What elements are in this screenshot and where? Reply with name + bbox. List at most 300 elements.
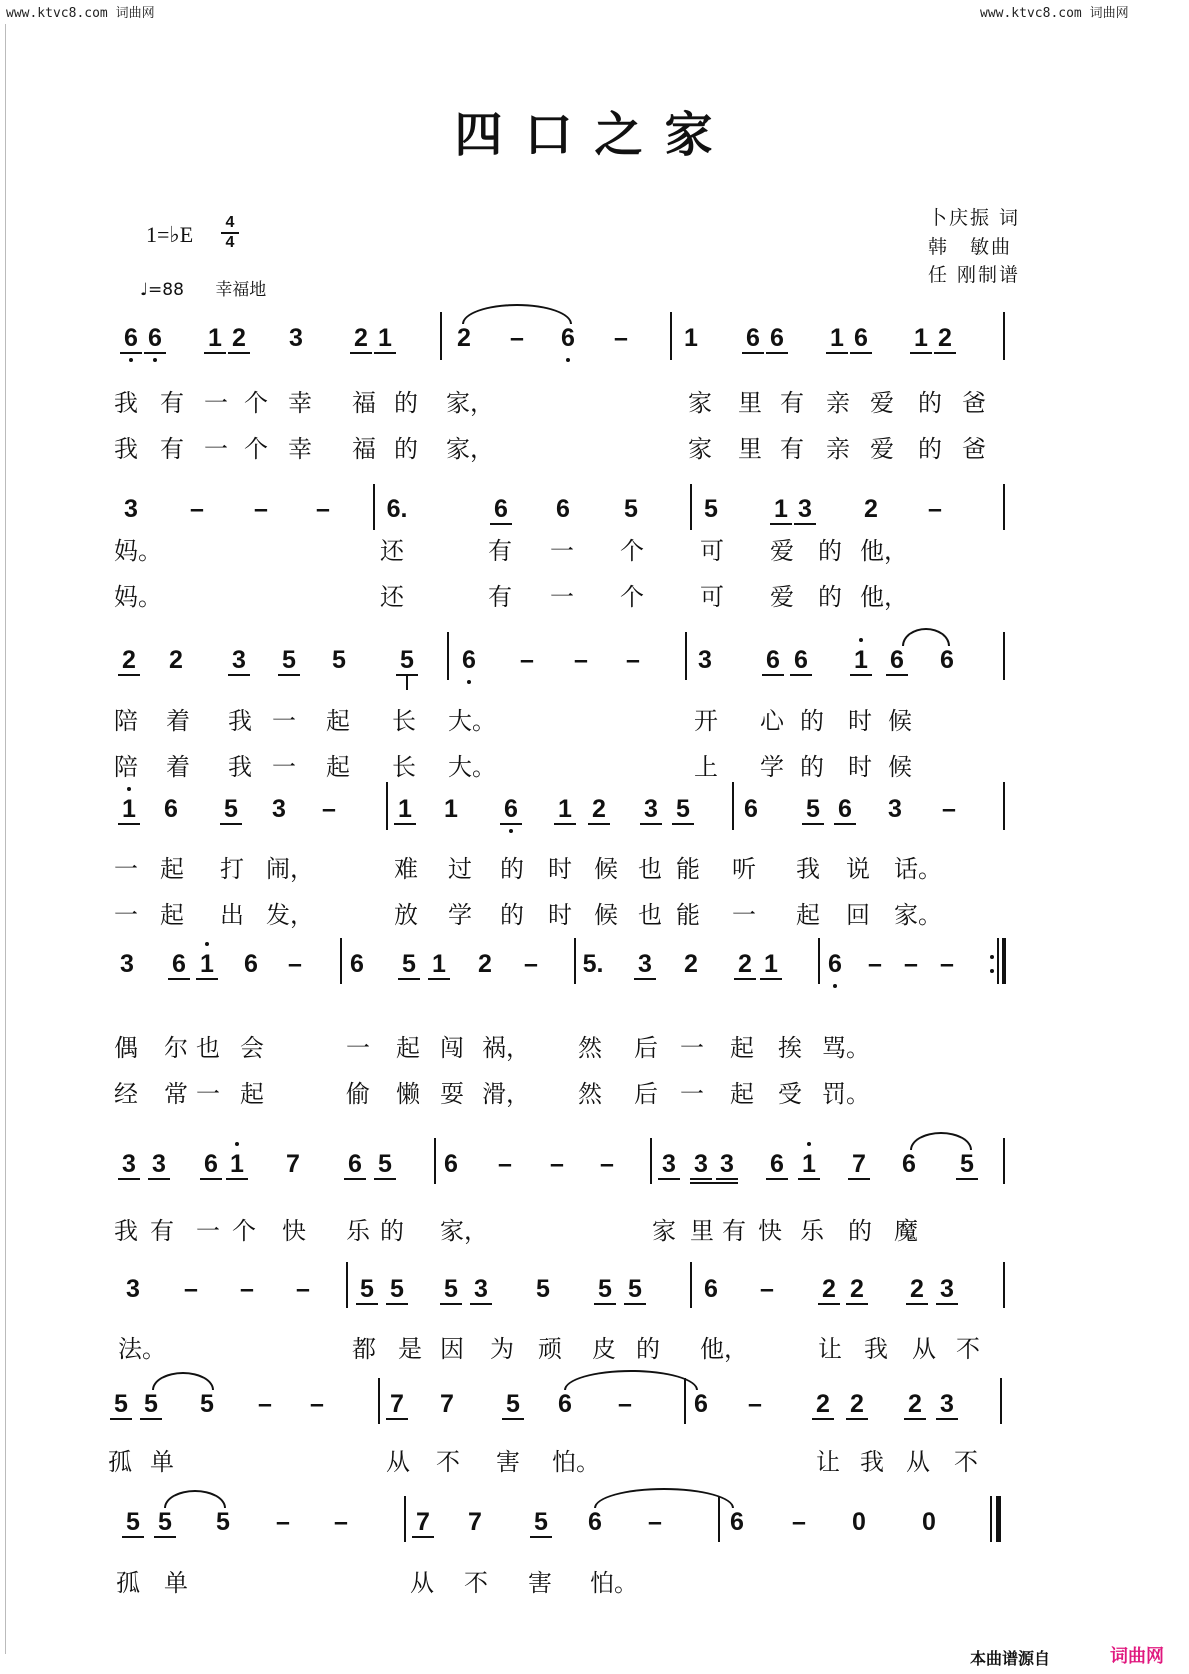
note: 6 — [164, 795, 178, 823]
note: 7 — [386, 1390, 408, 1420]
note: 2 — [846, 1390, 868, 1420]
lyric-syllable: 家， — [446, 389, 494, 417]
note: 3 — [124, 495, 138, 523]
lyric-syllable: 个 — [620, 583, 644, 611]
note: 1 — [910, 324, 932, 354]
lyric-syllable: 学 — [448, 901, 472, 929]
lyric-syllable: 起 — [730, 1034, 754, 1062]
note: 5 — [530, 1508, 552, 1538]
note: 6 — [561, 324, 575, 352]
lyric-syllable: 耍 — [440, 1080, 464, 1108]
lyric-syllable: 单 — [164, 1569, 188, 1597]
lyric-syllable: 话。 — [894, 855, 942, 883]
note: 1 — [444, 795, 458, 823]
note: 6 — [120, 324, 142, 354]
lyric-syllable: 个 — [244, 435, 268, 463]
note: 3 — [272, 795, 286, 823]
lyric-syllable: 的 — [500, 855, 524, 883]
lyric-syllable: 从 — [410, 1569, 434, 1597]
lyric-syllable: 我 — [860, 1448, 884, 1476]
note: 1 — [394, 795, 416, 825]
note: 2 — [118, 646, 140, 676]
note: 3 — [936, 1275, 958, 1305]
lyric-syllable: 挨 — [778, 1034, 802, 1062]
lyric-syllable: 孤 — [108, 1448, 132, 1476]
note: 6 — [766, 1150, 788, 1180]
lyric-syllable: 偶 — [114, 1034, 138, 1062]
lyric-syllable: 有 — [150, 1217, 174, 1245]
lyric-syllable: 皮 — [592, 1335, 616, 1363]
lyric-syllable: 乐 — [800, 1217, 824, 1245]
lyric-syllable: 福 — [352, 389, 376, 417]
lyric-syllable: 爱 — [870, 389, 894, 417]
lyric-syllable: 爱 — [770, 583, 794, 611]
note: 1 — [196, 950, 218, 980]
lyric-syllable: 学 — [760, 753, 784, 781]
lyric-syllable: 的 — [380, 1217, 404, 1245]
note: 0 — [852, 1508, 866, 1536]
note: 3 — [126, 1275, 140, 1303]
note: 1 — [118, 795, 140, 825]
note: 3 — [120, 950, 134, 978]
note: 6 — [144, 324, 166, 354]
lyric-syllable: 因 — [440, 1335, 464, 1363]
tie-arc — [164, 1490, 226, 1508]
note: 3 — [794, 495, 816, 525]
lyric-syllable: 闹， — [266, 855, 314, 883]
lyric-syllable: 让 — [816, 1448, 840, 1476]
lyric-syllable: 的 — [918, 389, 942, 417]
note: 5 — [704, 495, 718, 523]
lyric-syllable: 不 — [956, 1335, 980, 1363]
lyric-syllable: 亲 — [826, 389, 850, 417]
lyric-syllable: 我 — [114, 389, 138, 417]
lyric-syllable: 一 — [114, 901, 138, 929]
tie-arc — [152, 1372, 214, 1390]
lyric-syllable: 幸 — [288, 389, 312, 417]
site-watermark-left: www.ktvc8.com 词曲网 — [6, 6, 155, 21]
lyric-syllable: 的 — [818, 537, 842, 565]
lyric-syllable: 骂。 — [822, 1034, 870, 1062]
note: 2 — [734, 950, 756, 980]
lyric-syllable: 是 — [398, 1335, 422, 1363]
footer-site-logo: 词曲网 — [1110, 1646, 1164, 1667]
note: 5 — [624, 495, 638, 523]
tempo-marking — [140, 275, 266, 300]
note: 5 — [956, 1150, 978, 1180]
lyric-syllable: 时 — [848, 753, 872, 781]
key-signature: 1=♭E — [146, 222, 194, 247]
lyric-syllable: 着 — [166, 753, 190, 781]
credit-arranger: 任 刚制谱 — [928, 264, 1021, 286]
lyric-syllable: 不 — [954, 1448, 978, 1476]
note: 5 — [154, 1508, 176, 1538]
note: 2 — [588, 795, 610, 825]
lyric-syllable: 能 — [676, 901, 700, 929]
note: 6 — [704, 1275, 718, 1303]
credit-lyricist: 卜庆振 词 — [928, 207, 1021, 229]
lyric-syllable: 陪 — [114, 753, 138, 781]
lyric-syllable: 起 — [326, 707, 350, 735]
note: 2 — [818, 1275, 840, 1305]
note: 2 — [904, 1390, 926, 1420]
lyric-syllable: 一 — [114, 855, 138, 883]
note: 6. — [386, 495, 408, 523]
note: 7 — [412, 1508, 434, 1538]
note: 1 — [374, 324, 396, 354]
note: 6 — [490, 495, 512, 525]
tie-arc — [462, 304, 572, 324]
note: 3 — [658, 1150, 680, 1180]
lyric-syllable: 一 — [272, 707, 296, 735]
lyric-syllable: 我 — [864, 1335, 888, 1363]
lyric-syllable: 可 — [700, 537, 724, 565]
note: 6 — [744, 795, 758, 823]
lyric-syllable: 我 — [796, 855, 820, 883]
note: 6 — [444, 1150, 458, 1178]
note: 6 — [730, 1508, 744, 1536]
note: 6 — [694, 1390, 708, 1418]
note: 6 — [886, 646, 908, 676]
tempo-value: ♩=88 — [140, 280, 184, 300]
site-watermark-right: www.ktvc8.com 词曲网 — [980, 6, 1129, 21]
lyric-syllable: 爸 — [962, 435, 986, 463]
note: 6 — [790, 646, 812, 676]
lyric-syllable: 妈。 — [114, 537, 162, 565]
lyric-syllable: 打 — [220, 855, 244, 883]
lyric-syllable: 有 — [160, 389, 184, 417]
meter-bottom: 4 — [225, 234, 235, 251]
note: 6 — [940, 646, 954, 674]
note: 0 — [922, 1508, 936, 1536]
lyric-syllable: 一 — [272, 753, 296, 781]
lyric-syllable: 有 — [488, 583, 512, 611]
note: 2 — [457, 324, 471, 352]
time-signature — [219, 214, 241, 252]
note: 6 — [742, 324, 764, 354]
lyric-syllable: 单 — [150, 1448, 174, 1476]
lyric-syllable: 然 — [578, 1080, 602, 1108]
lyric-syllable: 也 — [196, 1034, 220, 1062]
lyric-syllable: 起 — [396, 1034, 420, 1062]
note: 3 — [118, 1150, 140, 1180]
lyric-syllable: 家。 — [894, 901, 942, 929]
note: 3 — [470, 1275, 492, 1305]
meter-top: 4 — [225, 214, 235, 231]
lyric-syllable: 怕。 — [552, 1448, 600, 1476]
note: 6 — [766, 324, 788, 354]
note: 2 — [812, 1390, 834, 1420]
lyric-syllable: 还 — [380, 583, 404, 611]
lyric-syllable: 个 — [244, 389, 268, 417]
note: 6 — [200, 1150, 222, 1180]
note: 6 — [588, 1508, 602, 1536]
lyric-syllable: 有 — [780, 435, 804, 463]
note: 1 — [850, 646, 872, 676]
lyric-syllable: 他， — [700, 1335, 748, 1363]
note: 7 — [468, 1508, 482, 1536]
lyric-syllable: 不 — [464, 1569, 488, 1597]
lyric-syllable: 有 — [780, 389, 804, 417]
lyric-syllable: 开 — [694, 707, 718, 735]
note: 6 — [556, 495, 570, 523]
note: 6 — [834, 795, 856, 825]
expression-marking: 幸福地 — [215, 280, 267, 300]
note: 7 — [848, 1150, 870, 1180]
note: 3 — [228, 646, 250, 676]
lyric-syllable: 一 — [550, 537, 574, 565]
page-left-rule — [5, 24, 6, 1654]
note: 5 — [398, 950, 420, 980]
note: 5. — [582, 950, 604, 978]
note: 5 — [220, 795, 242, 825]
lyric-syllable: 可 — [700, 583, 724, 611]
note: 6 — [350, 950, 364, 978]
lyric-syllable: 个 — [620, 537, 644, 565]
lyric-syllable: 有 — [722, 1217, 746, 1245]
note: 3 — [716, 1150, 738, 1180]
lyric-syllable: 陪 — [114, 707, 138, 735]
lyric-syllable: 然 — [578, 1034, 602, 1062]
lyric-syllable: 起 — [160, 855, 184, 883]
lyric-syllable: 为 — [490, 1335, 514, 1363]
note: 1 — [826, 324, 848, 354]
credit-composer: 韩 敏曲 — [928, 236, 1013, 258]
lyric-syllable: 长 — [392, 753, 416, 781]
note: 2 — [169, 646, 183, 674]
lyric-syllable: 我 — [228, 753, 252, 781]
note: 1 — [760, 950, 782, 980]
lyric-syllable: 回 — [846, 901, 870, 929]
lyric-syllable: 的 — [394, 389, 418, 417]
note: 5 — [396, 646, 418, 676]
note: 5 — [140, 1390, 162, 1420]
note: 6 — [500, 795, 522, 825]
lyric-syllable: 懒 — [396, 1080, 420, 1108]
lyric-syllable: 里 — [690, 1217, 714, 1245]
note: 5 — [278, 646, 300, 676]
lyric-syllable: 上 — [694, 753, 718, 781]
lyric-syllable: 起 — [240, 1080, 264, 1108]
note: 2 — [846, 1275, 868, 1305]
note: 3 — [148, 1150, 170, 1180]
lyric-syllable: 我 — [228, 707, 252, 735]
lyric-syllable: 大。 — [448, 707, 496, 735]
lyric-syllable: 从 — [386, 1448, 410, 1476]
lyric-syllable: 长 — [392, 707, 416, 735]
note: 5 — [624, 1275, 646, 1305]
note: 6 — [168, 950, 190, 980]
note: 5 — [594, 1275, 616, 1305]
lyric-syllable: 家 — [688, 435, 712, 463]
lyric-syllable: 他， — [860, 583, 908, 611]
note: 5 — [200, 1390, 214, 1418]
note: 1 — [798, 1150, 820, 1180]
lyric-syllable: 滑， — [482, 1080, 530, 1108]
lyric-syllable: 也 — [638, 901, 662, 929]
note: 3 — [640, 795, 662, 825]
lyric-syllable: 害 — [496, 1448, 520, 1476]
note: 5 — [332, 646, 346, 674]
note: 5 — [110, 1390, 132, 1420]
lyric-syllable: 着 — [166, 707, 190, 735]
note: 1 — [226, 1150, 248, 1180]
lyric-syllable: 经 — [114, 1080, 138, 1108]
lyric-syllable: 的 — [394, 435, 418, 463]
lyric-syllable: 的 — [636, 1335, 660, 1363]
lyric-syllable: 一 — [680, 1034, 704, 1062]
lyric-syllable: 怕。 — [590, 1569, 638, 1597]
tie-arc — [594, 1488, 734, 1508]
lyric-syllable: 出 — [220, 901, 244, 929]
lyric-syllable: 的 — [800, 707, 824, 735]
note: 1 — [770, 495, 792, 525]
lyric-syllable: 起 — [796, 901, 820, 929]
note: 5 — [440, 1275, 462, 1305]
lyric-syllable: 妈。 — [114, 583, 162, 611]
note: 1 — [428, 950, 450, 980]
note: 3 — [936, 1390, 958, 1420]
lyric-syllable: 能 — [676, 855, 700, 883]
lyric-syllable: 一 — [346, 1034, 370, 1062]
note: 6 — [850, 324, 872, 354]
lyric-syllable: 偷 — [346, 1080, 370, 1108]
lyric-syllable: 魔 — [894, 1217, 918, 1245]
lyric-syllable: 一 — [732, 901, 756, 929]
lyric-syllable: 闯 — [440, 1034, 464, 1062]
note: 3 — [698, 646, 712, 674]
note: 2 — [228, 324, 250, 354]
note: 5 — [216, 1508, 230, 1536]
lyric-syllable: 他， — [860, 537, 908, 565]
lyric-syllable: 顽 — [538, 1335, 562, 1363]
note: 6 — [762, 646, 784, 676]
tie-arc — [564, 1370, 698, 1390]
note: 6 — [902, 1150, 916, 1178]
note: 1 — [684, 324, 698, 352]
lyric-syllable: 的 — [848, 1217, 872, 1245]
lyric-syllable: 一 — [680, 1080, 704, 1108]
lyric-syllable: 乐 — [346, 1217, 370, 1245]
lyric-syllable: 一 — [204, 389, 228, 417]
note: 2 — [864, 495, 878, 523]
lyric-syllable: 家 — [652, 1217, 676, 1245]
note: 5 — [374, 1150, 396, 1180]
lyric-syllable: 罚。 — [822, 1080, 870, 1108]
footer-source-text: 本曲谱源自 — [970, 1649, 1051, 1668]
lyric-syllable: 尔 — [164, 1034, 188, 1062]
lyric-syllable: 的 — [918, 435, 942, 463]
lyric-syllable: 常 — [164, 1080, 188, 1108]
note: 6 — [558, 1390, 572, 1418]
lyric-syllable: 起 — [730, 1080, 754, 1108]
lyric-syllable: 候 — [888, 707, 912, 735]
lyric-syllable: 祸， — [482, 1034, 530, 1062]
lyric-syllable: 的 — [818, 583, 842, 611]
lyric-syllable: 家， — [446, 435, 494, 463]
note: 5 — [386, 1275, 408, 1305]
lyric-syllable: 爱 — [770, 537, 794, 565]
note: 2 — [906, 1275, 928, 1305]
note: 3 — [690, 1150, 712, 1180]
lyric-syllable: 后 — [634, 1034, 658, 1062]
lyric-syllable: 会 — [240, 1034, 264, 1062]
lyric-syllable: 受 — [778, 1080, 802, 1108]
tie-arc — [902, 628, 950, 646]
lyric-syllable: 爱 — [870, 435, 894, 463]
lyric-syllable: 时 — [548, 901, 572, 929]
lyric-syllable: 一 — [196, 1217, 220, 1245]
lyric-syllable: 快 — [758, 1217, 782, 1245]
lyric-syllable: 里 — [738, 389, 762, 417]
lyric-syllable: 一 — [196, 1080, 220, 1108]
note: 2 — [934, 324, 956, 354]
lyric-syllable: 福 — [352, 435, 376, 463]
note: 3 — [888, 795, 902, 823]
note: 5 — [672, 795, 694, 825]
lyric-syllable: 一 — [550, 583, 574, 611]
lyric-syllable: 放 — [394, 901, 418, 929]
note: 5 — [122, 1508, 144, 1538]
lyric-syllable: 都 — [352, 1335, 376, 1363]
lyric-syllable: 快 — [282, 1217, 306, 1245]
lyric-syllable: 起 — [326, 753, 350, 781]
lyric-syllable: 还 — [380, 537, 404, 565]
note: 1 — [204, 324, 226, 354]
note: 6 — [828, 950, 842, 978]
note: 3 — [634, 950, 656, 980]
lyric-syllable: 不 — [436, 1448, 460, 1476]
lyric-syllable: 我 — [114, 435, 138, 463]
lyric-syllable: 个 — [232, 1217, 256, 1245]
lyric-syllable: 大。 — [448, 753, 496, 781]
note: 2 — [684, 950, 698, 978]
lyric-syllable: 家 — [688, 389, 712, 417]
note: 7 — [440, 1390, 454, 1418]
note: 5 — [536, 1275, 550, 1303]
lyric-syllable: 从 — [906, 1448, 930, 1476]
lyric-syllable: 有 — [488, 537, 512, 565]
lyric-syllable: 亲 — [826, 435, 850, 463]
lyric-syllable: 发， — [266, 901, 314, 929]
lyric-syllable: 一 — [204, 435, 228, 463]
lyric-syllable: 后 — [634, 1080, 658, 1108]
lyric-syllable: 孤 — [116, 1569, 140, 1597]
note: 2 — [478, 950, 492, 978]
lyric-syllable: 也 — [638, 855, 662, 883]
lyric-syllable: 时 — [848, 707, 872, 735]
lyric-syllable: 候 — [594, 901, 618, 929]
lyric-syllable: 爸 — [962, 389, 986, 417]
lyric-syllable: 有 — [160, 435, 184, 463]
lyric-syllable: 里 — [738, 435, 762, 463]
lyric-syllable: 害 — [528, 1569, 552, 1597]
lyric-syllable: 法。 — [118, 1335, 166, 1363]
lyric-syllable: 心 — [760, 707, 784, 735]
note: 3 — [289, 324, 303, 352]
note: 6 — [244, 950, 258, 978]
note: 5 — [356, 1275, 378, 1305]
lyric-syllable: 幸 — [288, 435, 312, 463]
lyric-syllable: 候 — [888, 753, 912, 781]
lyric-syllable: 说 — [846, 855, 870, 883]
lyric-syllable: 从 — [912, 1335, 936, 1363]
note: 7 — [286, 1150, 300, 1178]
lyric-syllable: 时 — [548, 855, 572, 883]
note: 5 — [502, 1390, 524, 1420]
lyric-syllable: 我 — [114, 1217, 138, 1245]
lyric-syllable: 过 — [448, 855, 472, 883]
